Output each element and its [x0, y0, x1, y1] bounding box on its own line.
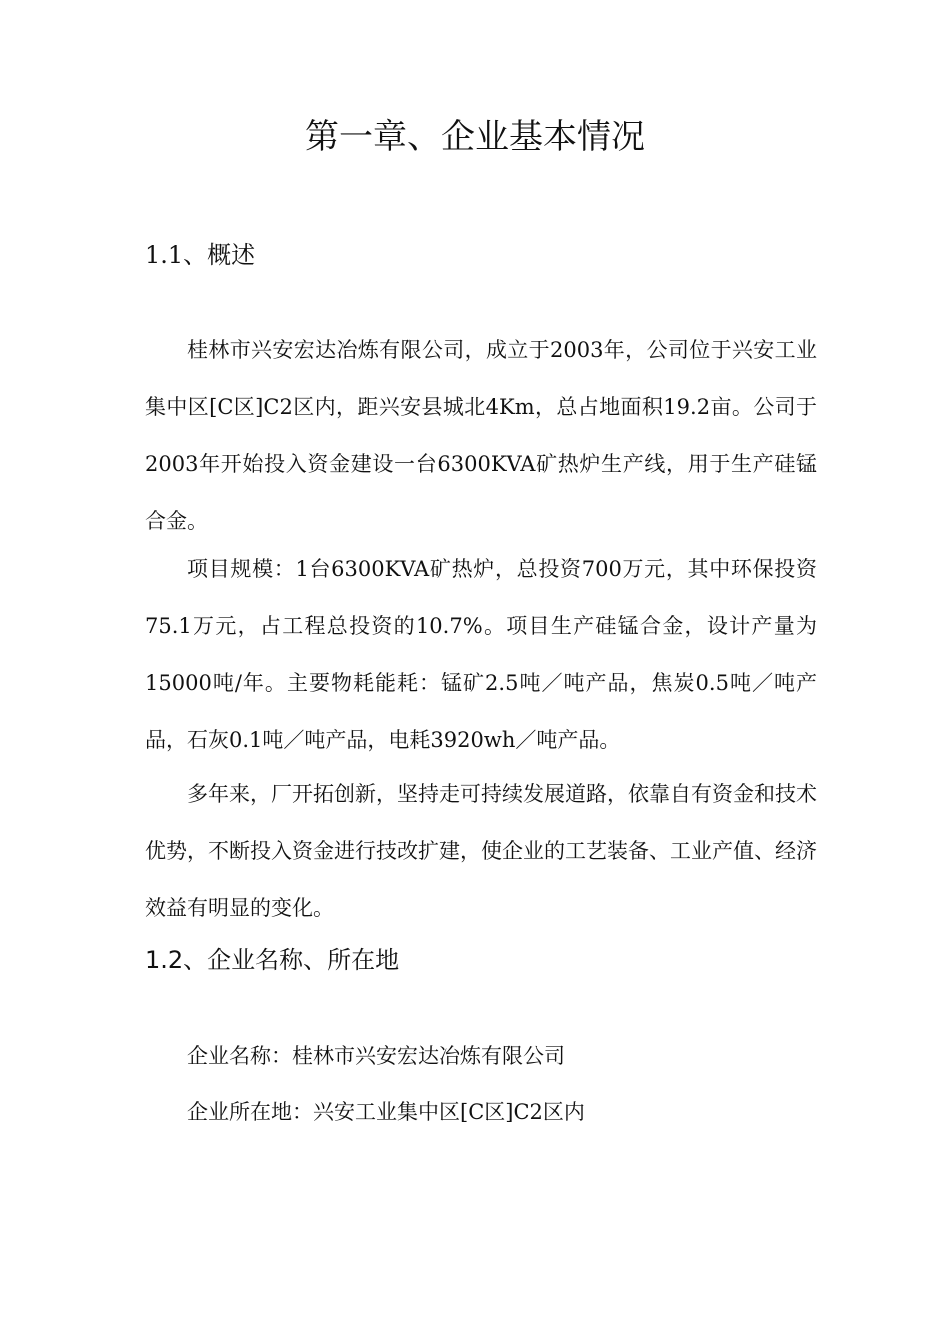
company-name-line: 企业名称：桂林市兴安宏达冶炼有限公司: [187, 1044, 565, 1068]
overview-paragraph-development: 多年来，厂开拓创新，坚持走可持续发展道路，依靠自有资金和技术优势，不断投入资金进行技改扩建，使企业的工艺装备、工业产值、经济效益有明显的变化。: [145, 782, 817, 920]
section-heading-overview: 1.1、概述: [145, 241, 256, 269]
overview-paragraph-project-scale: 项目规模：1台6300KVA矿热炉，总投资700万元，其中环保投资75.1万元，占工程总投资的10.7%。项目生产硅锰合金，设计产量为15000吨/年。主要物耗能耗：锰矿2.5吨／吨产品，焦炭0.5吨／吨产品，石灰0.1吨／吨产品，电耗3920wh／吨产品。: [145, 557, 817, 752]
chapter-title: 第一章、企业基本情况: [305, 117, 645, 157]
section-heading-company-info: 1.2、企业名称、所在地: [145, 946, 400, 974]
overview-paragraph-company-intro: 桂林市兴安宏达冶炼有限公司，成立于2003年，公司位于兴安工业集中区[C区]C2区内，距兴安县城北4Km，总占地面积19.2亩。公司于2003年开始投入资金建设一台6300KVA矿热炉生产线，用于生产硅锰合金。: [145, 338, 817, 533]
company-location-line: 企业所在地：兴安工业集中区[C区]C2区内: [187, 1100, 585, 1124]
